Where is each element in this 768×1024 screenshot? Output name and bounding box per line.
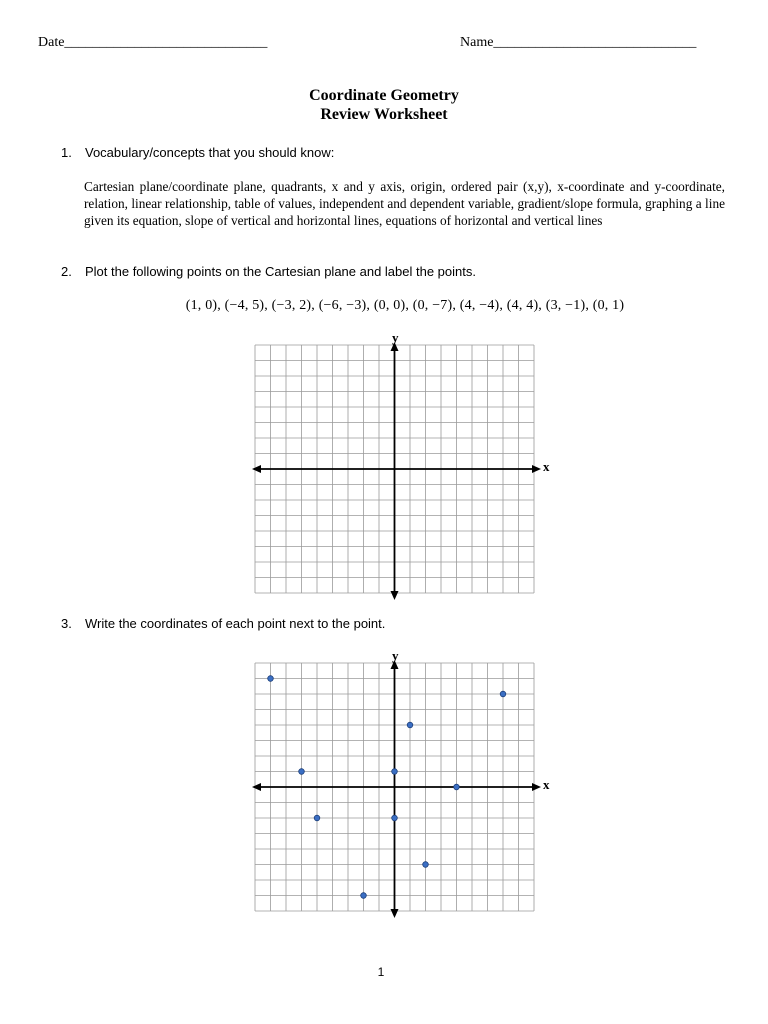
plotted-point xyxy=(392,769,398,775)
x-axis-arrow-right xyxy=(532,783,541,791)
plotted-point xyxy=(361,893,367,899)
question-1-text: Vocabulary/concepts that you should know: xyxy=(85,145,335,160)
points-to-plot: (1, 0), (−4, 5), (−3, 2), (−6, −3), (0, 0), (0, −7), (4, −4), (4, 4), (3, −1), (0, 1) xyxy=(185,298,625,313)
x-axis-arrow-left xyxy=(252,783,261,791)
plotted-point xyxy=(454,784,460,790)
plotted-point xyxy=(392,815,398,821)
plotted-point xyxy=(407,722,413,728)
plotted-point xyxy=(299,769,305,775)
question-1-number: 1. xyxy=(61,145,72,160)
cartesian-grid-1 xyxy=(250,340,540,600)
question-2-number: 2. xyxy=(61,264,72,279)
plotted-point xyxy=(500,691,506,697)
page-number: 1 xyxy=(377,965,385,979)
vocabulary-list: Cartesian plane/coordinate plane, quadrants, x and y axis, origin, ordered pair (x,y), x-coordinate and y-coordinate, relation, linear relationship, table of values, independent and dependent variable, gradient/slope formula, graphing a line given its equation, slope of vertical and horizontal lines, equations of horizontal and vertical lines xyxy=(84,179,725,228)
question-3-text: Write the coordinates of each point next to the point. xyxy=(85,616,386,631)
graph1-y-axis-label: y xyxy=(392,330,399,345)
plotted-point xyxy=(423,862,429,868)
name-field-label: Name_____________________________ xyxy=(460,35,697,50)
date-field-label: Date_____________________________ xyxy=(38,35,268,50)
worksheet-title: Coordinate Geometry xyxy=(309,87,459,104)
y-axis-arrow-down xyxy=(391,591,399,600)
question-3-number: 3. xyxy=(61,616,72,631)
worksheet-subtitle: Review Worksheet xyxy=(320,106,448,123)
cartesian-grid-2 xyxy=(250,658,540,918)
x-axis-arrow-right xyxy=(532,465,541,473)
y-axis-arrow-down xyxy=(391,909,399,918)
graph2-y-axis-label: y xyxy=(392,648,399,663)
graph2-x-axis-label: x xyxy=(543,777,550,792)
graph1-x-axis-label: x xyxy=(543,459,550,474)
x-axis-arrow-left xyxy=(252,465,261,473)
question-2-text: Plot the following points on the Cartesian plane and label the points. xyxy=(85,264,476,279)
plotted-point xyxy=(268,676,274,682)
plotted-point xyxy=(314,815,320,821)
